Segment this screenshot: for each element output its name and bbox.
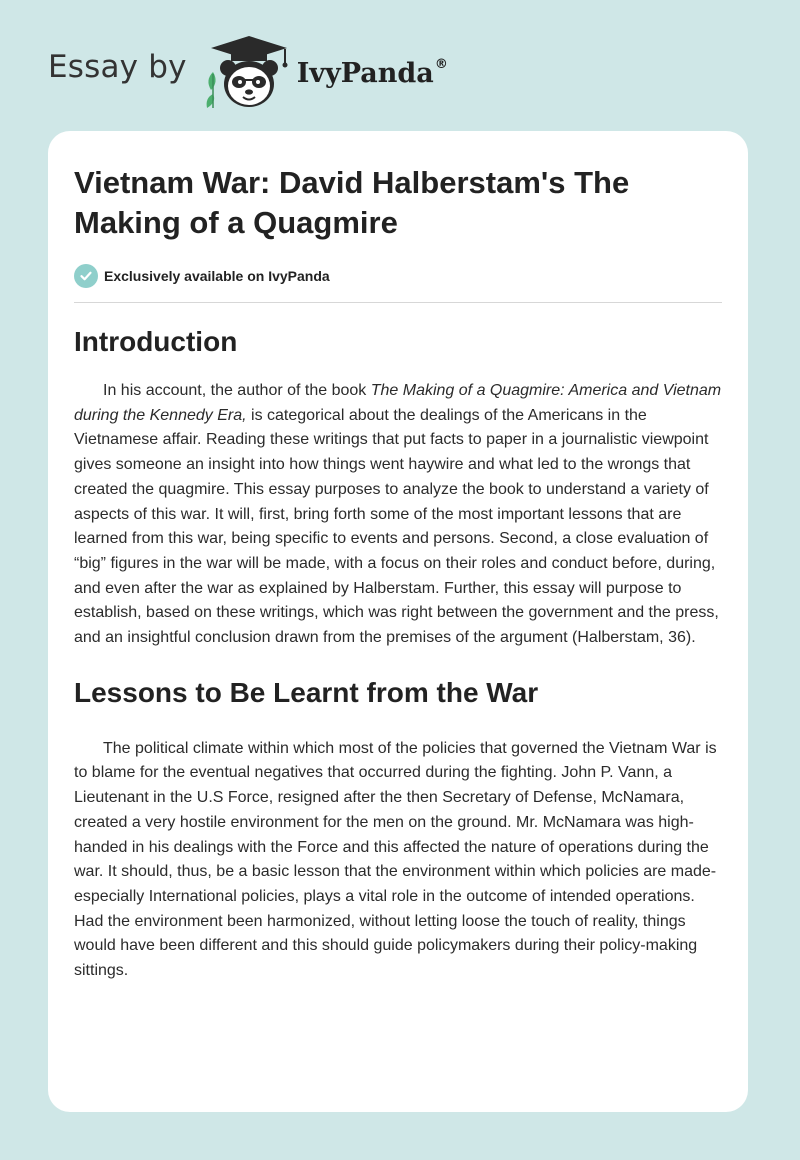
badge-label: Exclusively available on IvyPanda — [104, 268, 330, 284]
site-header — [48, 32, 448, 112]
article-card — [48, 131, 748, 1112]
section-heading-lessons: Lessons to Be Learnt from the War — [74, 676, 539, 708]
book-title-italic: The Making of a Quagmire: America and Vietnam during the Kennedy Era, — [74, 382, 722, 424]
introduction-paragraph — [74, 379, 722, 651]
brand-name[interactable] — [297, 57, 448, 89]
check-icon — [74, 264, 98, 288]
panda-graduation-cap-logo-icon[interactable] — [201, 32, 293, 112]
essay-by-label: Essay by — [48, 49, 187, 85]
lessons-paragraph: The political climate within which most of the policies that governed the Vietnam War is to blame for the eventual negatives that occurred during the fighting. John P. Vann, a Lieutenant in the U.S Force, resigned after the then Secretary of Defense, McNamara, created a very hostile environment for the men on the ground. Mr. McNamara was high-handed in his dealings with the Force and this affected the nature of operations during the war. It should, thus, be a basic lesson that the environment within which policies are made- especially International policies, plays a vital role in the outcome of intended operations. Had the environment been harmonized, without letting loose the touch of reality, things would have been different and this should guide policymakers during their policy-making sittings. — [74, 739, 717, 980]
divider — [74, 302, 722, 303]
brand-label: IvyPanda — [296, 58, 434, 89]
article-title: Vietnam War: David Halberstam's The Making of a Quagmire — [74, 165, 630, 240]
registered-mark: ® — [434, 57, 448, 72]
paragraph-text: is categorical about the dealings of the Americans in the Vietnamese affair. Reading these writings that put facts to paper in a journalistic viewpoint gives someone an insight into how things went haywire and what led to the wrongs that created the quagmire. This essay purposes to analyze the book to understand a variety of aspects of this war. It will, first, bring forth some of the most important lessons that are learned from this war, being specific to events and persons. Second, a close evaluation of “big” figures in the war will be made, with a focus on their roles and conduct before, during, and even after the war as explained by Halberstam. Further, this essay will purpose to establish, based on these writings, which was right between the government and the press, and an insightful conclusion drawn from the premises of the argument (Halberstam, 36). — [74, 406, 719, 647]
section-heading-introduction: Introduction — [74, 326, 238, 357]
paragraph-text: In his account, the author of the book — [103, 382, 371, 399]
exclusive-badge — [74, 262, 722, 290]
